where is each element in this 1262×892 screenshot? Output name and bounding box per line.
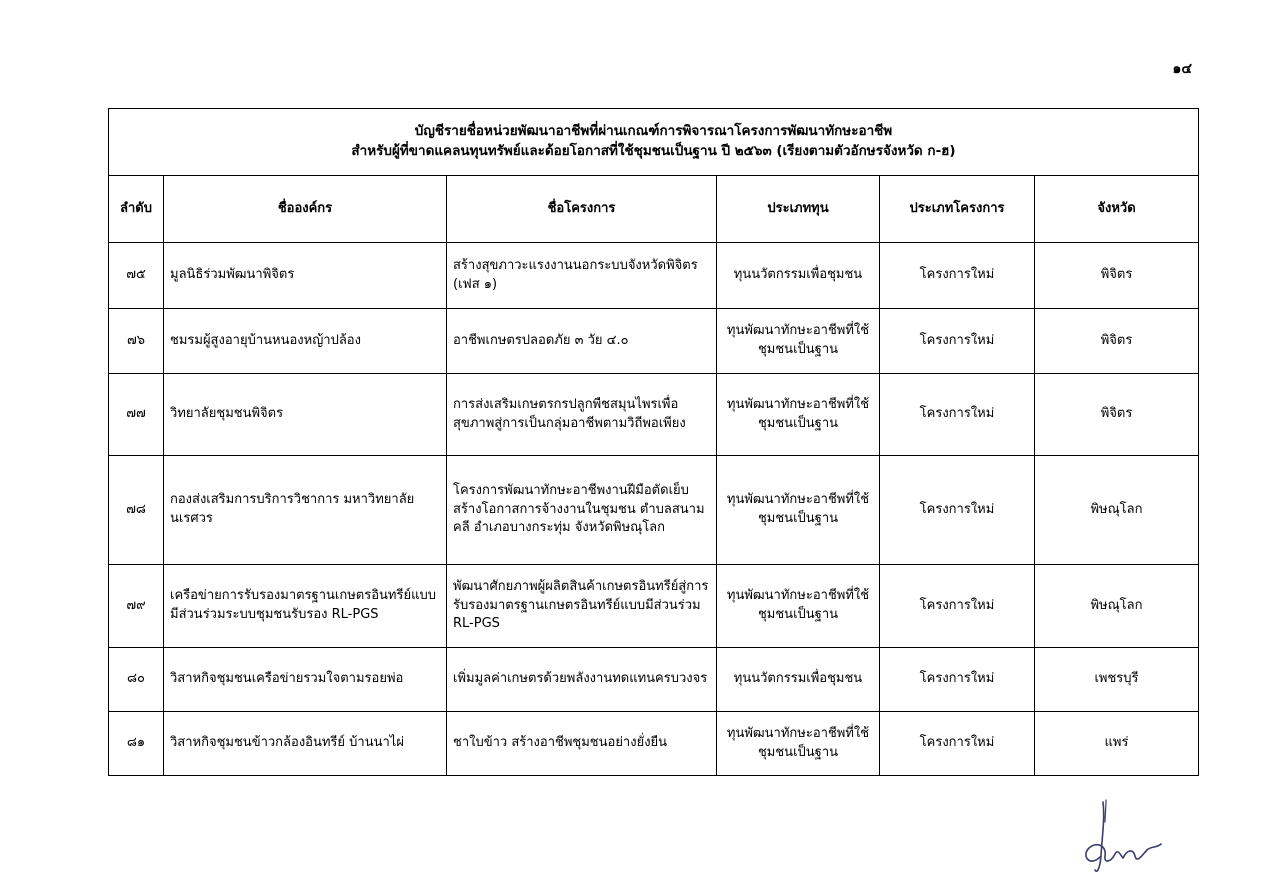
row-no: ๗๙: [109, 565, 164, 648]
table-title: [109, 109, 1199, 176]
row-fund: ทุนนวัตกรรมเพื่อชุมชน: [717, 648, 880, 712]
table-row: [109, 243, 1199, 309]
row-project: โครงการพัฒนาทักษะอาชีพงานฝีมือตัดเย็บ สร้างโอกาสการจ้างงานในชุมชน ตำบลสนามคลี อำเภอบางกระทุ่ม จังหวัดพิษณุโลก: [447, 456, 717, 565]
row-fund: ทุนนวัตกรรมเพื่อชุมชน: [717, 243, 880, 309]
row-project: พัฒนาศักยภาพผู้ผลิตสินค้าเกษตรอินทรีย์สู่การรับรองมาตรฐานเกษตรอินทรีย์แบบมีส่วนร่วม RL-PGS: [447, 565, 717, 648]
row-province: พิจิตร: [1035, 374, 1199, 456]
row-project-type: โครงการใหม่: [880, 456, 1035, 565]
title-line-1: บัญชีรายชื่อหน่วยพัฒนาอาชีพที่ผ่านเกณฑ์การพิจารณาโครงการพัฒนาทักษะอาชีพ: [414, 123, 893, 140]
page-number: ๑๔: [1172, 61, 1192, 77]
row-org: ชมรมผู้สูงอายุบ้านหนองหญ้าปล้อง: [164, 309, 447, 374]
row-project-type: โครงการใหม่: [880, 712, 1035, 776]
row-fund: ทุนพัฒนาทักษะอาชีพที่ใช้ชุมชนเป็นฐาน: [717, 456, 880, 565]
row-project: อาชีพเกษตรปลอดภัย ๓ วัย ๔.๐: [447, 309, 717, 374]
row-no: ๗๘: [109, 456, 164, 565]
row-province: พิษณุโลก: [1035, 456, 1199, 565]
row-province: เพชรบุรี: [1035, 648, 1199, 712]
organization-table: [108, 108, 1199, 776]
row-project: การส่งเสริมเกษตรกรปลูกพืชสมุนไพรเพื่อสุขภาพสู่การเป็นกลุ่มอาชีพตามวิถีพอเพียง: [447, 374, 717, 456]
row-org: กองส่งเสริมการบริการวิชาการ มหาวิทยาลัยนเรศวร: [164, 456, 447, 565]
row-no: ๗๕: [109, 243, 164, 309]
row-project: ชาใบข้าว สร้างอาชีพชุมชนอย่างยั่งยืน: [447, 712, 717, 776]
row-org: วิทยาลัยชุมชนพิจิตร: [164, 374, 447, 456]
table-row: [109, 565, 1199, 648]
table-row: [109, 712, 1199, 776]
header-org: ชื่อองค์กร: [164, 176, 447, 243]
row-project-type: โครงการใหม่: [880, 565, 1035, 648]
row-fund: ทุนพัฒนาทักษะอาชีพที่ใช้ชุมชนเป็นฐาน: [717, 374, 880, 456]
row-no: ๗๗: [109, 374, 164, 456]
row-org: มูลนิธิร่วมพัฒนาพิจิตร: [164, 243, 447, 309]
row-no: ๘๑: [109, 712, 164, 776]
header-project-type: ประเภทโครงการ: [880, 176, 1035, 243]
header-row: [109, 176, 1199, 243]
header-project: ชื่อโครงการ: [447, 176, 717, 243]
table-row: [109, 648, 1199, 712]
table-row: [109, 456, 1199, 565]
row-fund: ทุนพัฒนาทักษะอาชีพที่ใช้ชุมชนเป็นฐาน: [717, 712, 880, 776]
title-row: [109, 109, 1199, 176]
header-province: จังหวัด: [1035, 176, 1199, 243]
row-org: วิสาหกิจชุมชนข้าวกล้องอินทรีย์ บ้านนาไผ่: [164, 712, 447, 776]
row-project-type: โครงการใหม่: [880, 648, 1035, 712]
row-province: พิษณุโลก: [1035, 565, 1199, 648]
title-line-2: สำหรับผู้ที่ขาดแคลนทุนทรัพย์และด้อยโอกาสที่ใช้ชุมชนเป็นฐาน ปี ๒๕๖๓ (เรียงตามตัวอักษรจังหวัด ก-ฮ): [351, 143, 956, 159]
row-no: ๗๖: [109, 309, 164, 374]
row-fund: ทุนพัฒนาทักษะอาชีพที่ใช้ชุมชนเป็นฐาน: [717, 565, 880, 648]
row-project-type: โครงการใหม่: [880, 374, 1035, 456]
row-project: สร้างสุขภาวะแรงงานนอกระบบจังหวัดพิจิตร (เฟส ๑): [447, 243, 717, 309]
header-no: ลำดับ: [109, 176, 164, 243]
header-fund: ประเภททุน: [717, 176, 880, 243]
row-org: วิสาหกิจชุมชนเครือข่ายรวมใจตามรอยพ่อ: [164, 648, 447, 712]
row-no: ๘๐: [109, 648, 164, 712]
table-row: [109, 309, 1199, 374]
row-project-type: โครงการใหม่: [880, 243, 1035, 309]
signature-icon: [1075, 798, 1170, 880]
row-province: แพร่: [1035, 712, 1199, 776]
row-project: เพิ่มมูลค่าเกษตรด้วยพลังงานทดแทนครบวงจร: [447, 648, 717, 712]
row-project-type: โครงการใหม่: [880, 309, 1035, 374]
row-fund: ทุนพัฒนาทักษะอาชีพที่ใช้ชุมชนเป็นฐาน: [717, 309, 880, 374]
row-province: พิจิตร: [1035, 243, 1199, 309]
table-row: [109, 374, 1199, 456]
row-province: พิจิตร: [1035, 309, 1199, 374]
row-org: เครือข่ายการรับรองมาตรฐานเกษตรอินทรีย์แบบมีส่วนร่วมระบบชุมชนรับรอง RL-PGS: [164, 565, 447, 648]
